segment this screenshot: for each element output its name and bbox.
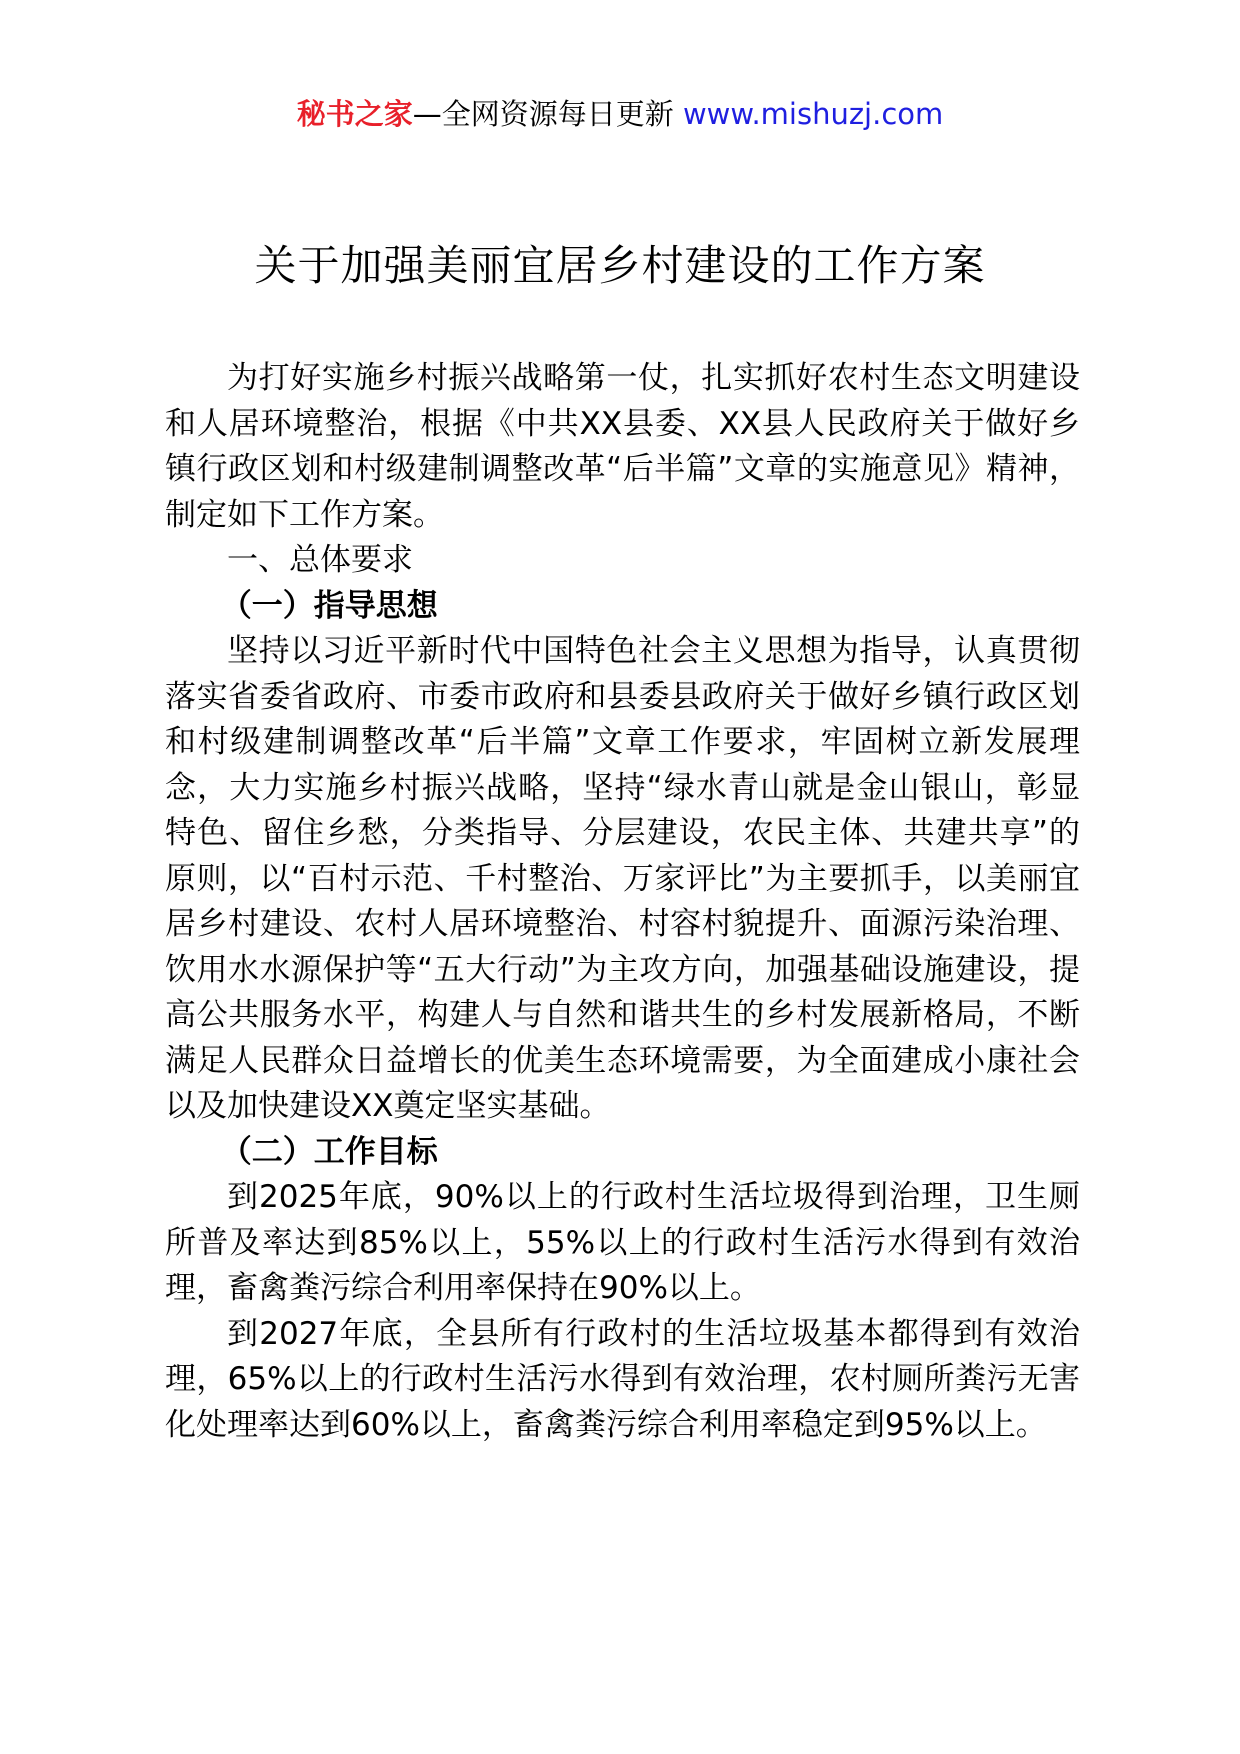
site-url-link[interactable]: www.mishuzj.com xyxy=(682,97,944,131)
site-tagline: —全网资源每日更新 xyxy=(412,97,674,131)
site-brand: 秘书之家 xyxy=(296,97,413,131)
guiding-ideology-paragraph: 坚持以习近平新时代中国特色社会主义思想为指导，认真贯彻落实省委省政府、市委市政府和县委县政府关于做好乡镇行政区划和村级建制调整改革“后半篇”文章工作要求，牢固树立新发展理念，大力实施乡村振兴战略，坚持“绿水青山就是金山银山，彰显特色、留住乡愁，分类指导、分层建设，农民主体、共建共享”的原则，以“百村示范、千村整治、万家评比”为主要抓手，以美丽宜居乡村建设、农村人居环境整治、村容村貌提升、面源污染治理、饮用水水源保护等“五大行动”为主攻方向，加强基础设施建设，提高公共服务水平，构建人与自然和谐共生的乡村发展新格局，不断满足人民群众日益增长的优美生态环境需要，为全面建成小康社会以及加快建设XX奠定坚实基础。 xyxy=(165,633,1080,1124)
section-heading-general-requirements: 一、总体要求 xyxy=(227,542,413,578)
goal-2027-paragraph: 到2027年底，全县所有行政村的生活垃圾基本都得到有效治理，65%以上的行政村生活污水得到有效治理，农村厕所粪污无害化处理率达到60%以上，畜禽粪污综合利用率稳定到95%以上。 xyxy=(165,1315,1080,1443)
document-body xyxy=(165,356,1080,1448)
goal-2025-paragraph: 到2025年底，90%以上的行政村生活垃圾得到治理，卫生厕所普及率达到85%以上，55%以上的行政村生活污水得到有效治理，畜禽粪污综合利用率保持在90%以上。 xyxy=(165,1179,1080,1306)
document-title: 关于加强美丽宜居乡村建设的工作方案 xyxy=(254,241,986,290)
subsection-heading-guiding-ideology: （一）指导思想 xyxy=(220,587,438,624)
subsection-heading-work-goals: （二）工作目标 xyxy=(220,1133,438,1170)
intro-paragraph: 为打好实施乡村振兴战略第一仗，扎实抓好农村生态文明建设和人居环境整治，根据《中共XX县委、XX县人民政府关于做好乡镇行政区划和村级建制调整改革“后半篇”文章的实施意见》精神，制定如下工作方案。 xyxy=(165,360,1080,533)
site-header xyxy=(0,94,1240,134)
